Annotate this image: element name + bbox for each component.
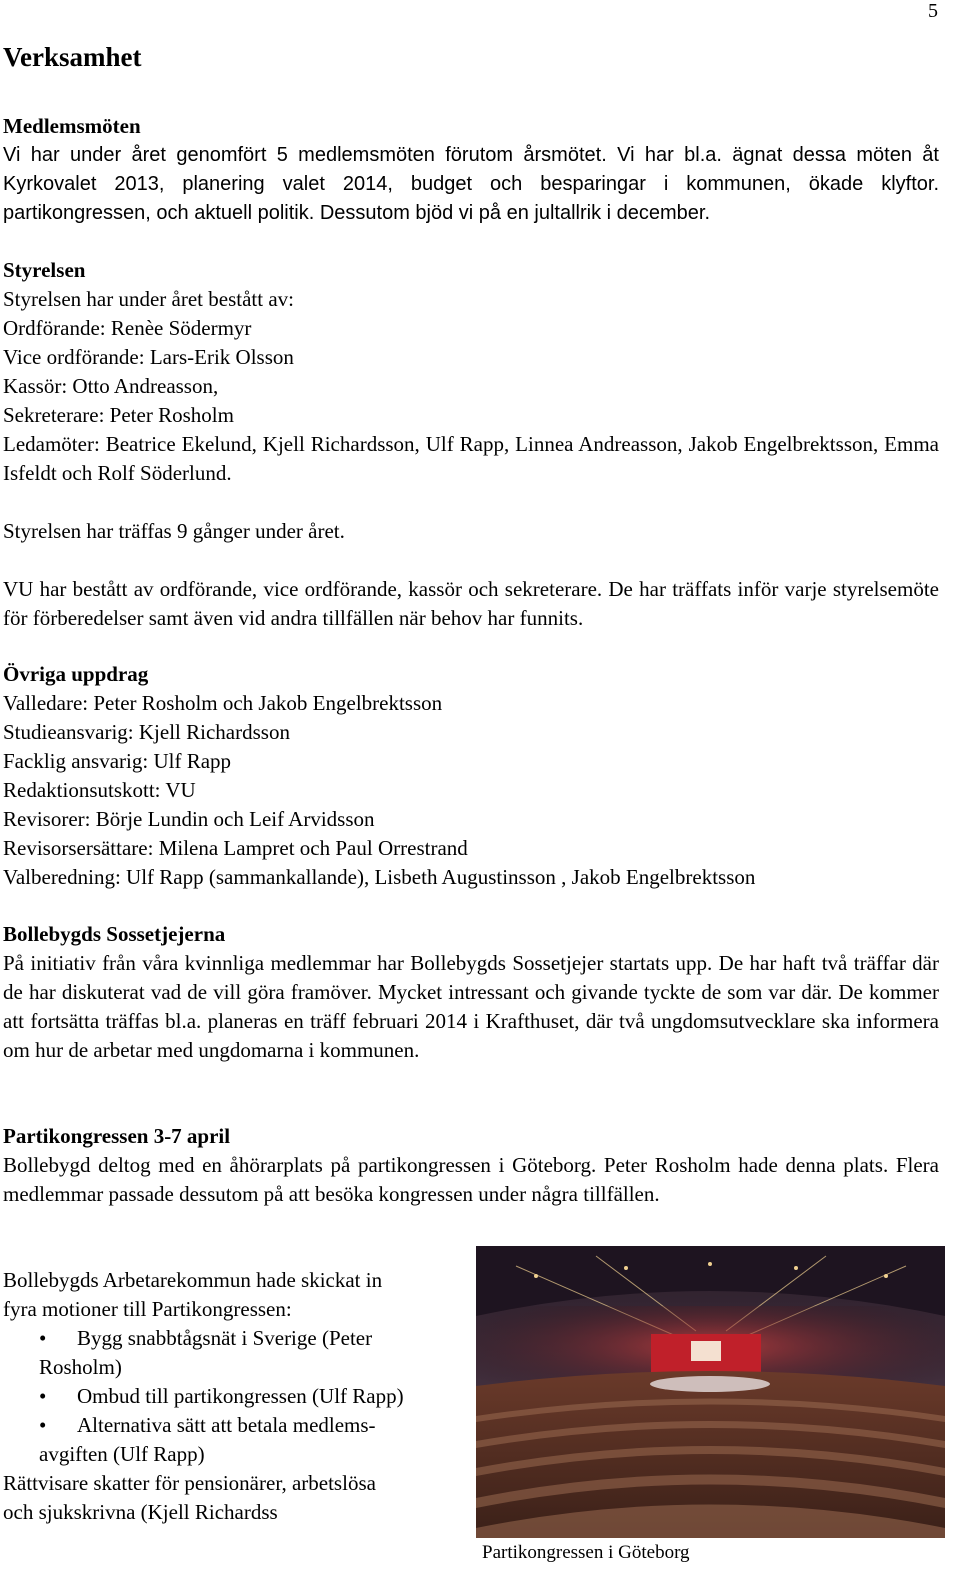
list-item	[3, 1382, 473, 1411]
motion-text-cont: Rosholm)	[39, 1355, 122, 1379]
uppdrag-line: Valledare: Peter Rosholm och Jakob Engelbrektsson	[3, 691, 443, 715]
styrelsen-line: Styrelsen har under året bestått av:	[3, 287, 294, 311]
motions-list	[3, 1324, 473, 1469]
uppdrag-line: Revisorsersättare: Milena Lampret och Paul Orrestrand	[3, 836, 468, 860]
partikongressen-text: Bollebygd deltog med en åhörarplats på partikongressen i Göteborg. Peter Rosholm hade denna plats. Flera medlemmar passade dessutom på att besöka kongressen under några tillfällen.	[3, 1153, 939, 1206]
page-title: Verksamhet	[3, 42, 142, 72]
uppdrag-line: Valberedning: Ulf Rapp (sammankallande), Lisbeth Augustinsson , Jakob Engelbrektsson	[3, 865, 756, 889]
list-item	[3, 1411, 473, 1469]
sossetjejerna-text: På initiativ från våra kvinnliga medlemmar har Bollebygds Sossetjejer startats upp. De har haft två träffar där de har diskuterat vad de vill göra framöver. Mycket intressant och givande tyckte de som var där. De kommer att fortsätta träffas bl.a. planeras en träff februari 2014 i Krafthuset, där två ungdomsutvecklare ska informera om hur de arbetar med ungdomarna i kommunen.	[3, 951, 939, 1062]
medlemsmoten-text: Vi har under året genomfört 5 medlemsmöten förutom årsmötet. Vi har bl.a. ägnat dessa möten åt Kyrkovalet 2013, planering valet 2014, budget och besparingar i kommunen, ökade klyftor. partikongressen, och aktuell politik. Dessutom bjöd vi på en jultallrik i december.	[3, 144, 939, 224]
heading-styrelsen: Styrelsen	[3, 258, 86, 282]
uppdrag-line: Facklig ansvarig: Ulf Rapp	[3, 749, 232, 773]
heading-medlemsmoten: Medlemsmöten	[3, 114, 141, 138]
congress-hall-photo	[476, 1246, 945, 1538]
photo-figure	[476, 1246, 945, 1564]
ledamoter-text: Ledamöter: Beatrice Ekelund, Kjell Richardsson, Ulf Rapp, Linnea Andreasson, Jakob Engelbrektsson, Emma Isfeldt och Rolf Söderlund.	[3, 432, 939, 485]
motion-text-cont: avgiften (Ulf Rapp)	[39, 1442, 205, 1466]
kassor-line: Kassör: Otto Andreasson,	[3, 374, 219, 398]
vu-text: VU har bestått av ordförande, vice ordförande, kassör och sekreterare. De har träffats inför varje styrelsemöte för förberedelser samt även vid andra tillfällen när behov har funnits.	[3, 577, 939, 630]
uppdrag-line: Studieansvarig: Kjell Richardsson	[3, 720, 290, 744]
section-medlemsmoten	[3, 112, 939, 228]
vice-ordforande-line: Vice ordförande: Lars-Erik Olsson	[3, 345, 294, 369]
bullet-icon: •	[39, 1326, 47, 1350]
bullet-icon: •	[39, 1413, 47, 1437]
heading-partikongressen: Partikongressen 3-7 april	[3, 1124, 231, 1148]
motioner-intro-line: Bollebygds Arbetarekommun hade skickat in	[3, 1268, 383, 1292]
uppdrag-line: Revisorer: Börje Lundin och Leif Arvidsson	[3, 807, 375, 831]
ordforande-line: Ordförande: Renèe Södermyr	[3, 316, 252, 340]
heading-ovriga-uppdrag: Övriga uppdrag	[3, 662, 149, 686]
list-item	[3, 1324, 473, 1382]
section-sossetjejerna	[3, 920, 939, 1065]
motioner-intro-line: fyra motioner till Partikongressen:	[3, 1297, 292, 1321]
section-motioner	[3, 1266, 473, 1527]
heading-sossetjejerna: Bollebygds Sossetjejerna	[3, 922, 226, 946]
sekreterare-line: Sekreterare: Peter Rosholm	[3, 403, 234, 427]
section-ovriga-uppdrag	[3, 660, 939, 892]
uppdrag-line: Redaktionsutskott: VU	[3, 778, 196, 802]
motioner-outro-line: Rättvisare skatter för pensionärer, arbetslösa	[3, 1471, 376, 1495]
motion-text: Ombud till partikongressen (Ulf Rapp)	[77, 1384, 404, 1408]
photo-caption: Partikongressen i Göteborg	[482, 1542, 690, 1563]
page-number: 5	[928, 0, 938, 22]
bullet-icon: •	[39, 1384, 47, 1408]
traffar-text: Styrelsen har träffas 9 gånger under året.	[3, 519, 345, 543]
section-partikongressen	[3, 1122, 939, 1209]
section-styrelsen	[3, 256, 939, 633]
motion-text: Bygg snabbtågsnät i Sverige (Peter	[77, 1326, 373, 1350]
motion-text: Alternativa sätt att betala medlems-	[77, 1413, 376, 1437]
motioner-outro-line: och sjukskrivna (Kjell Richardss	[3, 1500, 278, 1524]
